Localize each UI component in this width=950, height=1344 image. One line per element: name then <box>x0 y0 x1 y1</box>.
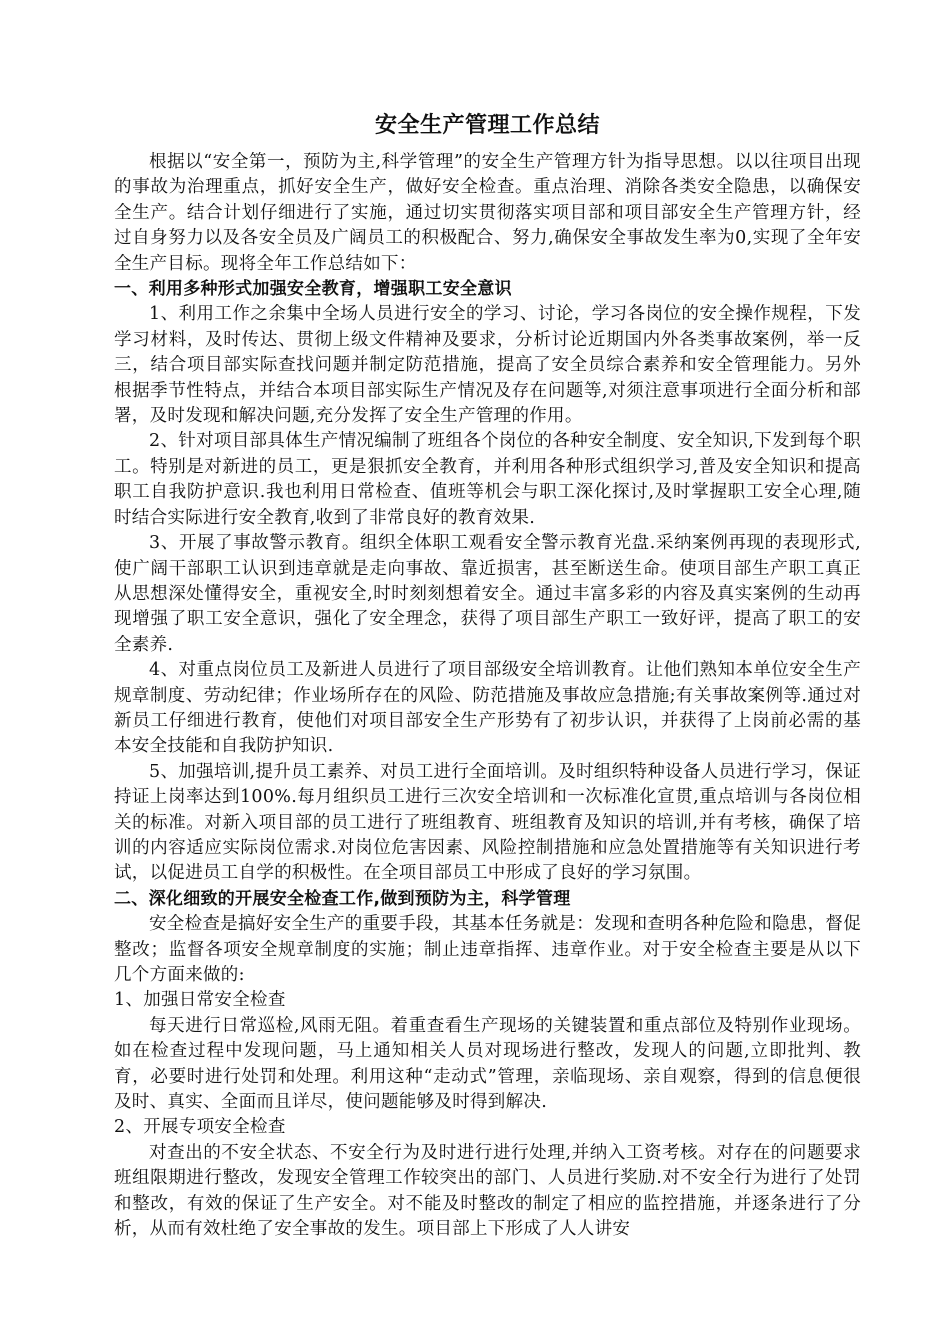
body-paragraph: 4、对重点岗位员工及新进人员进行了项目部级安全培训教育。让他们熟知本单位安全生产规章制度、劳动纪律；作业场所存在的风险、防范措施及事故应急措施;有关事故案例等.通过对新员工仔细进行教育，使他们对项目部安全生产形势有了初步认识，并获得了上岗前必需的基本安全技能和自我防护知识. <box>114 660 861 757</box>
body-paragraph: 每天进行日常巡检,风雨无阻。着重查看生产现场的关键装置和重点部位及特别作业现场。如在检查过程中发现问题，马上通知相关人员对现场进行整改，发现人的问题,立即批判、教育，必要时进行处罚和处理。利用这种“走动式”管理，亲临现场、亲自观察，得到的信息便很及时、真实、全面而且详尽，使问题能够及时得到解决. <box>114 1015 861 1113</box>
body-paragraph: 根据以“安全第一，预防为主,科学管理”的安全生产管理方针为指导思想。以以往项目出现的事故为治理重点，抓好安全生产，做好安全检查。重点治理、消除各类安全隐患，以确保安全生产。结合计划仔细进行了实施，通过切实贯彻落实项目部和项目部安全生产管理方针，经过自身努力以及各安全员及广阔员工的积极配合、努力,确保安全事故发生率为0,实现了全年安全生产目标。现将全年工作总结如下： <box>114 152 861 274</box>
section-heading: 二、深化细致的开展安全检查工作,做到预防为主，科学管理 <box>114 888 571 909</box>
body-paragraph: 3、开展了事故警示教育。组织全体职工观看安全警示教育光盘.采纳案例再现的表现形式,使广阔干部职工认识到违章就是走向事故、靠近损害，甚至断送生命。使项目部生产职工真正从思想深处懂得安全，重视安全,时时刻刻想着安全。通过丰富多彩的内容及真实案例的生动再现增强了职工安全意识，强化了安全理念，获得了项目部生产职工一致好评，提高了职工的安全素养. <box>114 533 861 655</box>
body-paragraph: 安全检查是搞好安全生产的重要手段，其基本任务就是：发现和查明各种危险和隐患，督促整改；监督各项安全规章制度的实施；制止违章指挥、违章作业。对于安全检查主要是从以下几个方面来做的: <box>114 914 861 985</box>
section-heading: 一、利用多种形式加强安全教育，增强职工安全意识 <box>114 279 512 300</box>
body-paragraph: 5、加强培训,提升员工素养、对员工进行全面培训。及时组织特种设备人员进行学习，保证持证上岗率达到100%.每月组织员工进行三次安全培训和一次标准化宣贯,重点培训与各岗位相关的标准。对新入项目部的员工进行了班组教育、班组教育及知识的培训,并有考核，确保了培训的内容适应实际岗位需求.对岗位危害因素、风险控制措施和应急处置措施等有关知识进行考试，以促进员工自学的积极性。在全项目部员工中形成了良好的学习氛围。 <box>114 761 861 884</box>
body-paragraph: 1、利用工作之余集中全场人员进行安全的学习、讨论，学习各岗位的安全操作规程，下发学习材料，及时传达、贯彻上级文件精神及要求，分析讨论近期国内外各类事故案例，举一反三，结合项目部实际查找问题并制定防范措施，提高了安全员综合素养和安全管理能力。另外根据季节性特点，并结合本项目部实际生产情况及存在问题等,对须注意事项进行全面分析和部署，及时发现和解决问题,充分发挥了安全生产管理的作用。 <box>114 304 861 427</box>
body-paragraph: 2、针对项目部具体生产情况编制了班组各个岗位的各种安全制度、安全知识,下发到每个职工。特别是对新进的员工，更是狠抓安全教育，并利用各种形式组织学习,普及安全知识和提高职工自我防护意识.我也利用日常检查、值班等机会与职工深化探讨,及时掌握职工安全心理,随时结合实际进行安全教育,收到了非常良好的教育效果. <box>114 431 861 528</box>
document-title: 安全生产管理工作总结 <box>374 113 600 138</box>
subsection-heading: 1、加强日常安全检查 <box>114 990 286 1011</box>
document-page <box>114 106 861 1242</box>
document-body <box>114 150 861 1242</box>
subsection-heading: 2、开展专项安全检查 <box>114 1117 286 1138</box>
body-paragraph: 对查出的不安全状态、不安全行为及时进行进行处理,并纳入工资考核。对存在的问题要求班组限期进行整改，发现安全管理工作较突出的部门、人员进行奖励.对不安全行为进行了处罚和整改，有效的保证了生产安全。对不能及时整改的制定了相应的监控措施，并逐条进行了分析，从而有效杜绝了安全事故的发生。项目部上下形成了人人讲安 <box>114 1142 861 1240</box>
